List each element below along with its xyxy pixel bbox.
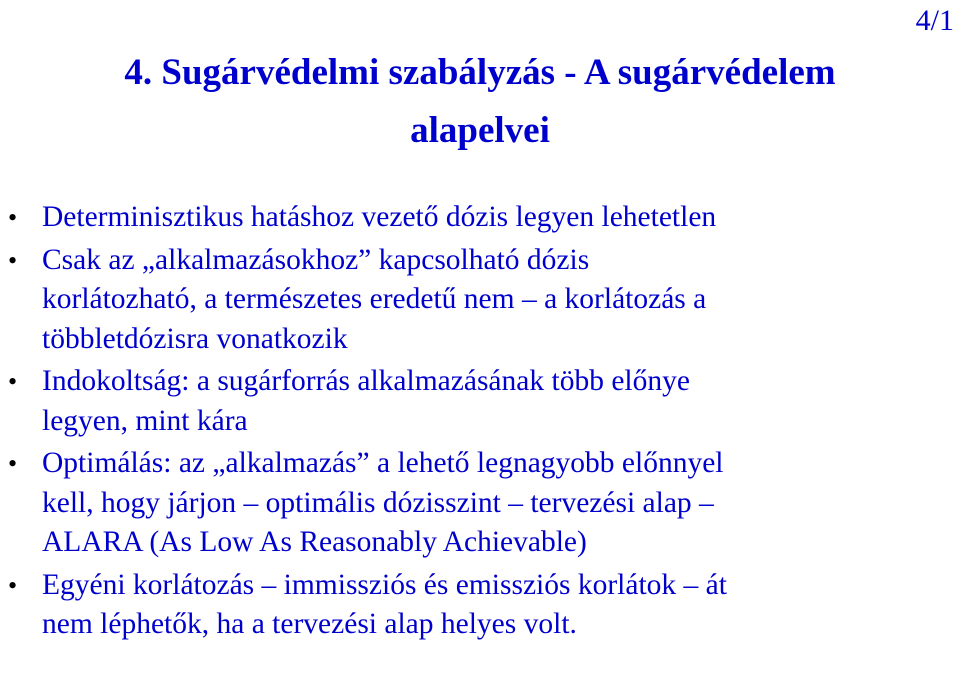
slide-title-line: 4. Sugárvédelmi szabályzás - A sugárvédelem [124, 52, 836, 93]
bullet-line: Indokoltság: a sugárforrás alkalmazásának több előnye [42, 365, 690, 397]
bullet-item [0, 444, 960, 563]
bullet-item [0, 566, 960, 645]
bullet-line: Determinisztikus hatáshoz vezető dózis legyen lehetetlen [42, 201, 717, 233]
bullet-item [0, 198, 960, 238]
bullet-line: Optimálás: az „alkalmazás” a lehető legnagyobb előnnyel [42, 447, 724, 479]
bullet-line: kell, hogy járjon – optimális dózisszint – tervezési alap – [42, 486, 714, 519]
bullet-line: Egyéni korlátozás – immissziós és emissziós korlátok – át [42, 568, 727, 601]
bullet-line: Csak az „alkalmazásokhoz” kapcsolható dózis [42, 243, 590, 276]
bullet-line: korlátozható, a természetes eredetű nem – a korlátozás a [42, 283, 707, 315]
bullet-item [0, 241, 960, 360]
bullet-dot-icon: • [8, 449, 18, 478]
bullet-line: ALARA (As Low As Reasonably Achievable) [42, 526, 587, 558]
bullet-item [0, 362, 960, 441]
bullet-dot-icon: • [8, 367, 18, 396]
slide-title [0, 44, 960, 160]
bullet-line: legyen, mint kára [42, 404, 248, 437]
bullet-line: nem léphetők, ha a tervezési alap helyes volt. [42, 608, 577, 640]
bullet-line: többletdózisra vonatkozik [42, 322, 348, 355]
bullet-dot-icon: • [8, 203, 18, 232]
bullet-dot-icon: • [8, 570, 18, 600]
bullet-dot-icon: • [8, 245, 18, 275]
slide-title-line: alapelvei [410, 110, 550, 151]
bullet-list [0, 198, 960, 648]
page-number: 4/1 [915, 4, 954, 37]
